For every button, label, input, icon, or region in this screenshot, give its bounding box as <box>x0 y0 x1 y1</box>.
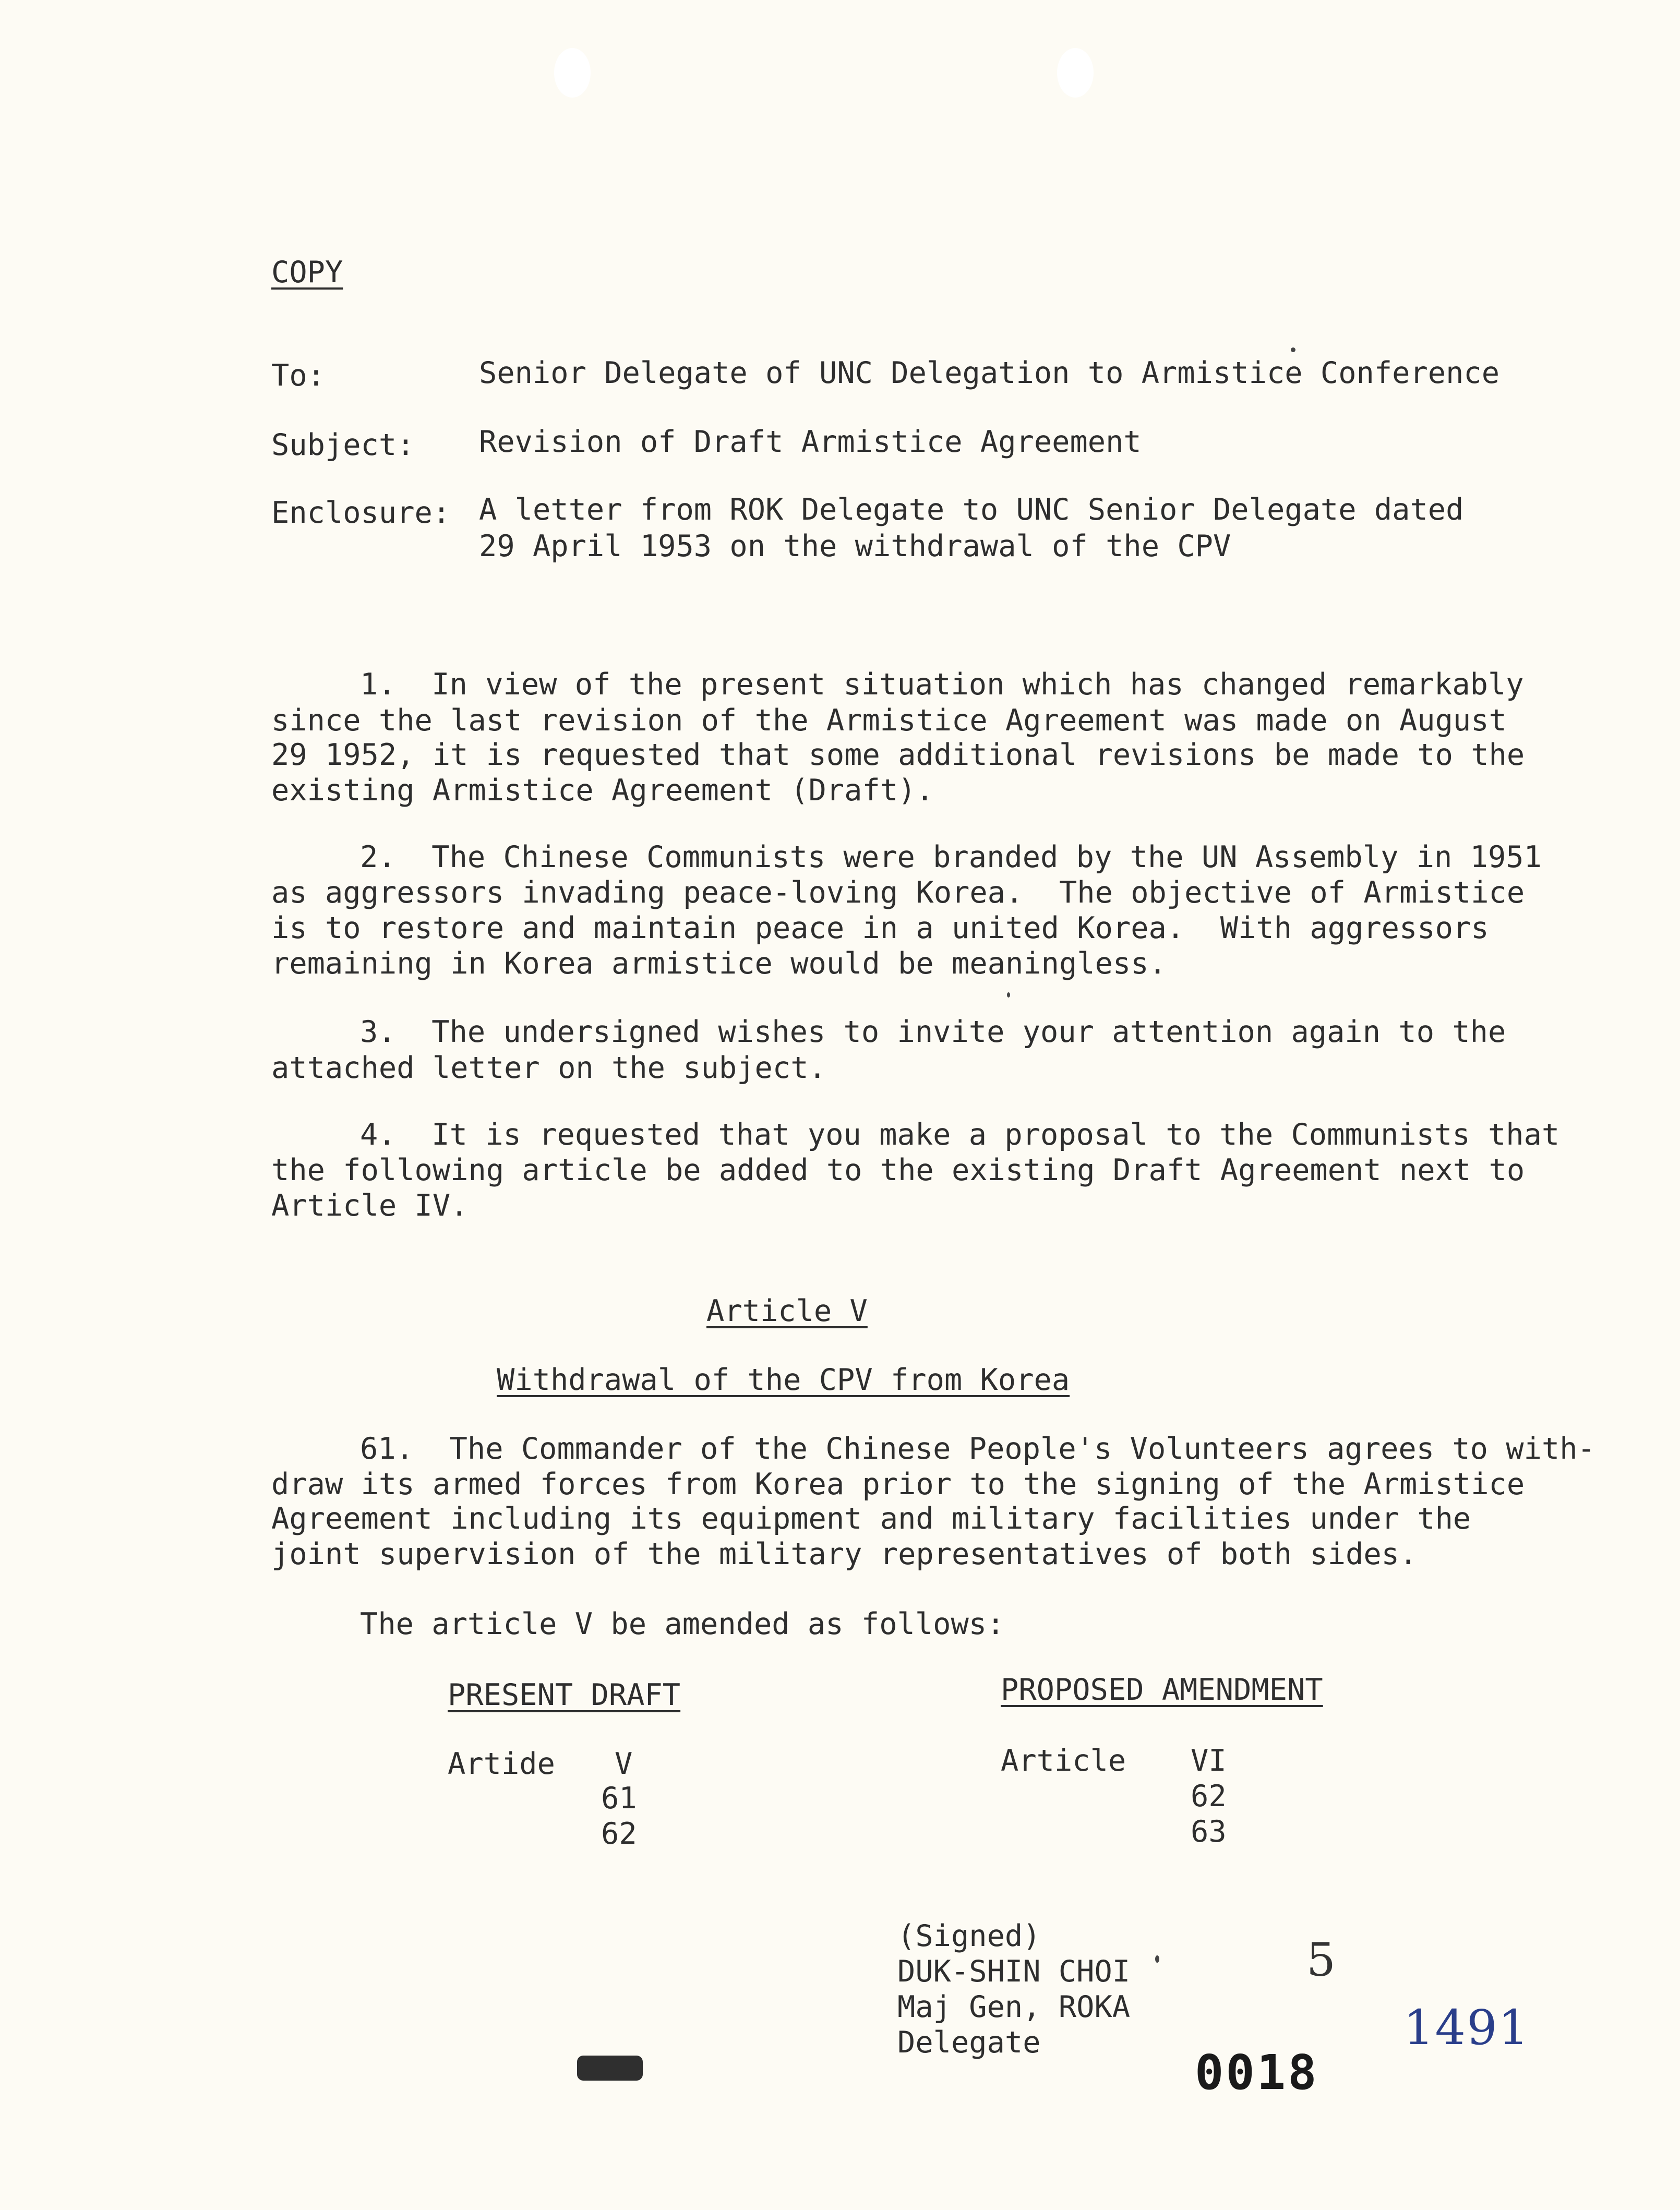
proposed-amendment-header: PROPOSED AMENDMENT <box>1001 1673 1323 1707</box>
para2-line-1: 2. The Chinese Communists were branded by the UN Assembly in 1951 <box>360 840 1542 874</box>
signed-label: (Signed) <box>897 1919 1041 1953</box>
ink-speck <box>1007 992 1010 998</box>
para1-line-4: existing Armistice Agreement (Draft). <box>271 773 934 808</box>
para1-line-2: since the last revision of the Armistice Agreement was made on August <box>271 703 1507 738</box>
present-value-1: V <box>615 1747 633 1781</box>
copy-label: COPY <box>271 255 343 290</box>
subject-value: Revision of Draft Armistice Agreement <box>479 425 1142 459</box>
article-heading: Article V <box>706 1294 868 1328</box>
signer-rank: Maj Gen, ROKA <box>897 1990 1131 2024</box>
to-value: Senior Delegate of UNC Delegation to Armistice Conference <box>479 356 1500 390</box>
signer-name: DUK-SHIN CHOI <box>897 1954 1131 1989</box>
to-label: To: <box>271 358 325 393</box>
subject-label: Subject: <box>271 428 415 462</box>
article-subheading: Withdrawal of the CPV from Korea <box>497 1363 1070 1397</box>
para1-line-1: 1. In view of the present situation which has changed remarkably <box>360 667 1524 702</box>
ink-speck <box>1291 347 1295 352</box>
amend-intro: The article V be amended as follows: <box>360 1607 1005 1641</box>
para3-line-2: attached letter on the subject. <box>271 1051 826 1085</box>
para4-line-2: the following article be added to the existing Draft Agreement next to <box>271 1153 1525 1187</box>
article-61-line-4: joint supervision of the military representatives of both sides. <box>271 1537 1418 1571</box>
para4-line-3: Article IV. <box>271 1188 469 1223</box>
punch-hole-right <box>1057 48 1094 98</box>
para2-line-2: as aggressors invading peace-loving Korea. The objective of Armistice <box>271 875 1525 910</box>
para3-line-1: 3. The undersigned wishes to invite your attention again to the <box>360 1015 1506 1049</box>
proposed-value-2: 62 <box>1191 1779 1227 1813</box>
para2-line-3: is to restore and maintain peace in a united Korea. With aggressors <box>271 911 1489 945</box>
para1-line-3: 29 1952, it is requested that some additional revisions be made to the <box>271 738 1525 772</box>
present-article-label: Artide <box>448 1747 555 1781</box>
present-value-3: 62 <box>601 1817 637 1851</box>
proposed-article-label: Article <box>1001 1744 1126 1778</box>
enclosure-label: Enclosure: <box>271 496 451 530</box>
handwritten-number: 5 <box>1306 1933 1336 1987</box>
proposed-value-3: 63 <box>1191 1815 1227 1849</box>
present-draft-header: PRESENT DRAFT <box>448 1678 681 1712</box>
proposed-value-1: VI <box>1191 1744 1227 1778</box>
stamp-number: 1491 <box>1403 2000 1530 2056</box>
enclosure-line-2: 29 April 1953 on the withdrawal of the CPV <box>479 529 1231 563</box>
article-61-line-1: 61. The Commander of the Chinese People's Volunteers agrees to with- <box>360 1432 1595 1466</box>
ink-blot <box>577 2056 643 2081</box>
signer-title: Delegate <box>897 2025 1041 2060</box>
present-value-2: 61 <box>601 1781 637 1816</box>
para2-line-4: remaining in Korea armistice would be meaningless. <box>271 946 1167 981</box>
article-61-line-2: draw its armed forces from Korea prior to the signing of the Armistice <box>271 1467 1525 1502</box>
article-61-line-3: Agreement including its equipment and military facilities under the <box>271 1502 1471 1536</box>
para4-line-1: 4. It is requested that you make a proposal to the Communists that <box>360 1118 1560 1152</box>
enclosure-line-1: A letter from ROK Delegate to UNC Senior Delegate dated <box>479 493 1464 527</box>
document-number: 0018 <box>1195 2045 1319 2100</box>
ink-speck <box>1155 1955 1159 1963</box>
punch-hole-left <box>554 48 591 98</box>
